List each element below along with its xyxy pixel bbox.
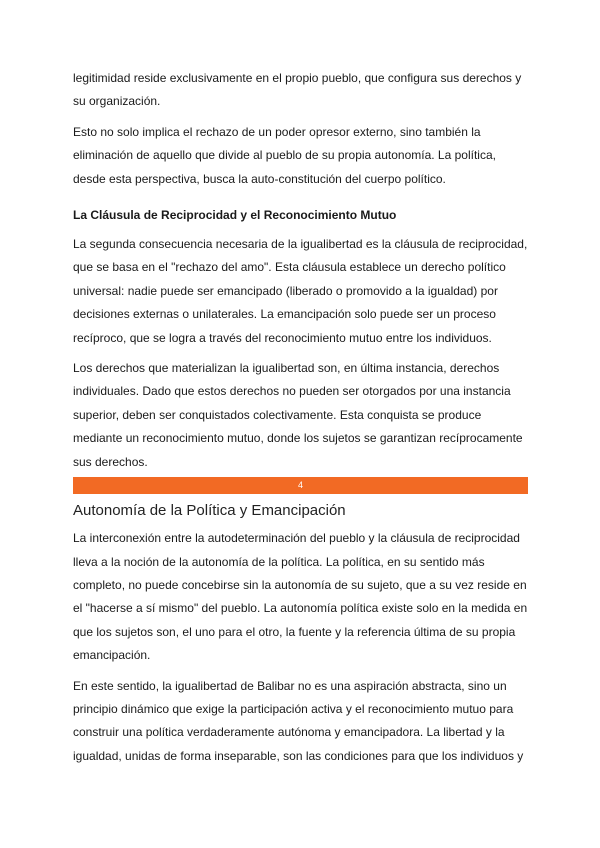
section-heading-autonomy: Autonomía de la Política y Emancipación xyxy=(73,502,346,520)
page-content xyxy=(73,67,528,768)
paragraph-rights: Los derechos que materializan la igualibertad son, en última instancia, derechos individuales. Dado que estos derechos no pueden ser otorgados por una instancia superior, deben ser conquistados colectivamente. Esta conquista se produce mediante un reconocimiento mutuo, donde los sujetos se garantizan recíprocamente sus derechos. xyxy=(73,361,523,469)
paragraph-continuation: legitimidad reside exclusivamente en el propio pueblo, que configura sus derechos y su organización. xyxy=(73,71,522,109)
paragraph-autonomy: La interconexión entre la autodeterminación del pueblo y la cláusula de reciprocidad lleva a la noción de la autonomía de la política. La política, en su sentido más completo, no puede concebirse sin la autonomía de su sujeto, que a su vez reside en el "hacerse a sí mismo" del pueblo. La autonomía política existe solo en la medida en que los sujetos son, el uno para el otro, la fuente y la referencia última de su propia emancipación. xyxy=(73,531,528,663)
section-heading-reciprocity: La Cláusula de Reciprocidad y el Reconocimiento Mutuo xyxy=(73,208,397,223)
paragraph-reciprocity: La segunda consecuencia necesaria de la igualibertad es la cláusula de reciprocidad, que se basa en el "rechazo del amo". Esta cláusula establece un derecho político universal: nadie puede ser emancipado (liberado o promovido a la igualdad) por decisiones externas o unilaterales. La emancipación solo puede ser un proceso recíproco, que se logra a través del reconocimiento mutuo entre los individuos. xyxy=(73,237,528,345)
page-number-bar: 4 xyxy=(73,477,528,494)
paragraph-conclusion: En este sentido, la igualibertad de Balibar no es una aspiración abstracta, sino un principio dinámico que exige la participación activa y el reconocimiento mutuo para construir una política verdaderamente autónoma y emancipadora. La libertad y la igualdad, unidas de forma inseparable, son las condiciones para que los individuos y xyxy=(73,678,524,763)
paragraph-autonomy-intro: Esto no solo implica el rechazo de un poder opresor externo, sino también la eliminación de aquello que divide al pueblo de su propia autonomía. La política, desde esta perspectiva, busca la auto-constitución del cuerpo político. xyxy=(73,124,496,186)
